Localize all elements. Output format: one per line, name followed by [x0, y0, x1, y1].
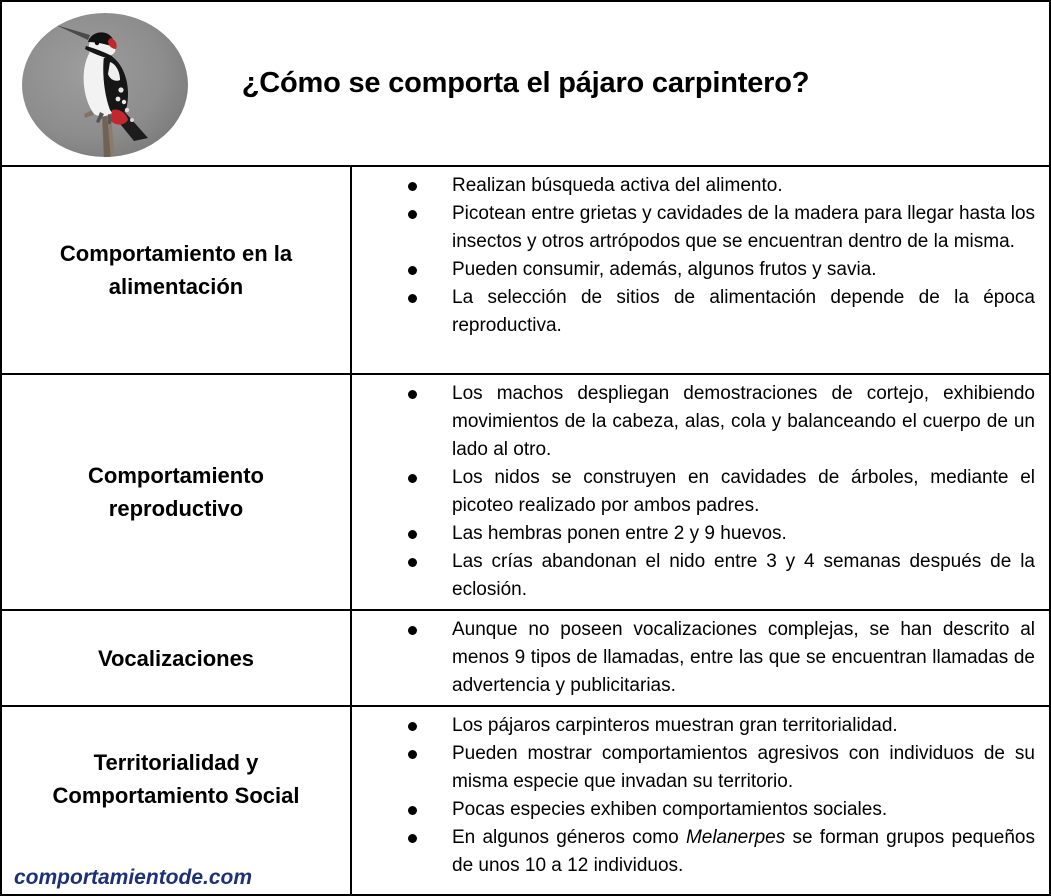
list-item — [352, 464, 1035, 520]
bullet-icon — [408, 626, 417, 635]
list-item — [352, 796, 1035, 824]
bullet-text: En algunos géneros como — [452, 827, 686, 848]
bullet-list — [352, 375, 1049, 609]
bullet-icon — [408, 750, 417, 759]
behavior-table — [2, 167, 1049, 894]
bullet-icon — [408, 834, 417, 843]
page-title: ¿Cómo se comporta el pájaro carpintero? — [241, 67, 810, 99]
bullet-icon — [408, 530, 417, 539]
bullet-icon — [408, 294, 417, 303]
bullet-text: Las hembras ponen entre 2 y 9 huevos. — [452, 523, 787, 544]
list-item — [352, 740, 1035, 796]
woodpecker-photo — [20, 10, 190, 160]
list-item — [352, 200, 1035, 256]
bullet-text: Aunque no poseen vocalizaciones complejas, se han descrito al menos 9 tipos de llamadas, entre las que se encuentran llamadas de advertencia y publicitarias. — [452, 619, 1035, 696]
bullet-list — [352, 167, 1049, 373]
bullet-text: La selección de sitios de alimentación depende de la época reproductiva. — [452, 287, 1035, 336]
bullet-icon — [408, 210, 417, 219]
list-item — [352, 824, 1035, 880]
table-row — [2, 707, 1049, 894]
row-title: Territorialidad y Comportamiento Social — [52, 749, 300, 808]
row-title: Comportamiento reproductivo — [88, 463, 264, 521]
bullet-text: Pocas especies exhiben comportamientos sociales. — [452, 799, 888, 820]
row-header-cell — [2, 375, 352, 609]
bullet-text: Los pájaros carpinteros muestran gran territorialidad. — [452, 715, 898, 736]
bullet-text: Pueden consumir, además, algunos frutos y savia. — [452, 259, 877, 280]
bullet-icon — [408, 390, 417, 399]
bullet-icon — [408, 722, 417, 731]
table-row — [2, 611, 1049, 707]
bullet-text: Los machos despliegan demostraciones de cortejo, exhibiendo movimientos de la cabeza, alas, cola y balanceando el cuerpo de un lado al otro. — [452, 383, 1035, 460]
bullet-icon — [408, 266, 417, 275]
bullet-text: Realizan búsqueda activa del alimento. — [452, 175, 783, 196]
list-item — [352, 616, 1035, 700]
bullet-text: Picotean entre grietas y cavidades de la madera para llegar hasta los insectos y otros artrópodos que se encuentran dentro de la misma. — [452, 203, 1036, 252]
bullet-icon — [408, 182, 417, 191]
row-header-cell — [2, 611, 352, 705]
bullet-list — [352, 707, 1049, 894]
table-row — [2, 167, 1049, 375]
bullet-text: Pueden mostrar comportamientos agresivos con individuos de su misma especie que invadan su territorio. — [452, 743, 1035, 792]
row-title: Vocalizaciones — [97, 645, 255, 671]
list-item — [352, 520, 1035, 548]
bullet-text: se forman grupos pequeños de unos 10 a 12 individuos. — [452, 827, 1035, 876]
bullet-text: Los nidos se construyen en cavidades de árboles, mediante el picoteo realizado por ambos padres. — [452, 467, 1035, 516]
bullet-icon — [408, 474, 417, 483]
woodpecker-photo-svg — [20, 10, 190, 160]
list-item — [352, 548, 1035, 604]
row-header-cell — [2, 707, 352, 894]
document-header — [2, 2, 1049, 167]
bullet-icon — [408, 558, 417, 567]
list-item — [352, 380, 1035, 464]
bullet-text: Melanerpes — [685, 827, 786, 848]
table-row — [2, 375, 1049, 611]
list-item — [352, 712, 1035, 740]
row-title: Comportamiento en la alimentación — [59, 241, 293, 299]
site-watermark: comportamientode.com — [14, 866, 253, 889]
bullet-list — [352, 611, 1049, 705]
bullet-text: Las crías abandonan el nido entre 3 y 4 semanas después de la eclosión. — [452, 551, 1035, 600]
list-item — [352, 256, 1035, 284]
list-item — [352, 172, 1035, 200]
list-item — [352, 284, 1035, 340]
row-header-cell — [2, 167, 352, 373]
bullet-icon — [408, 806, 417, 815]
